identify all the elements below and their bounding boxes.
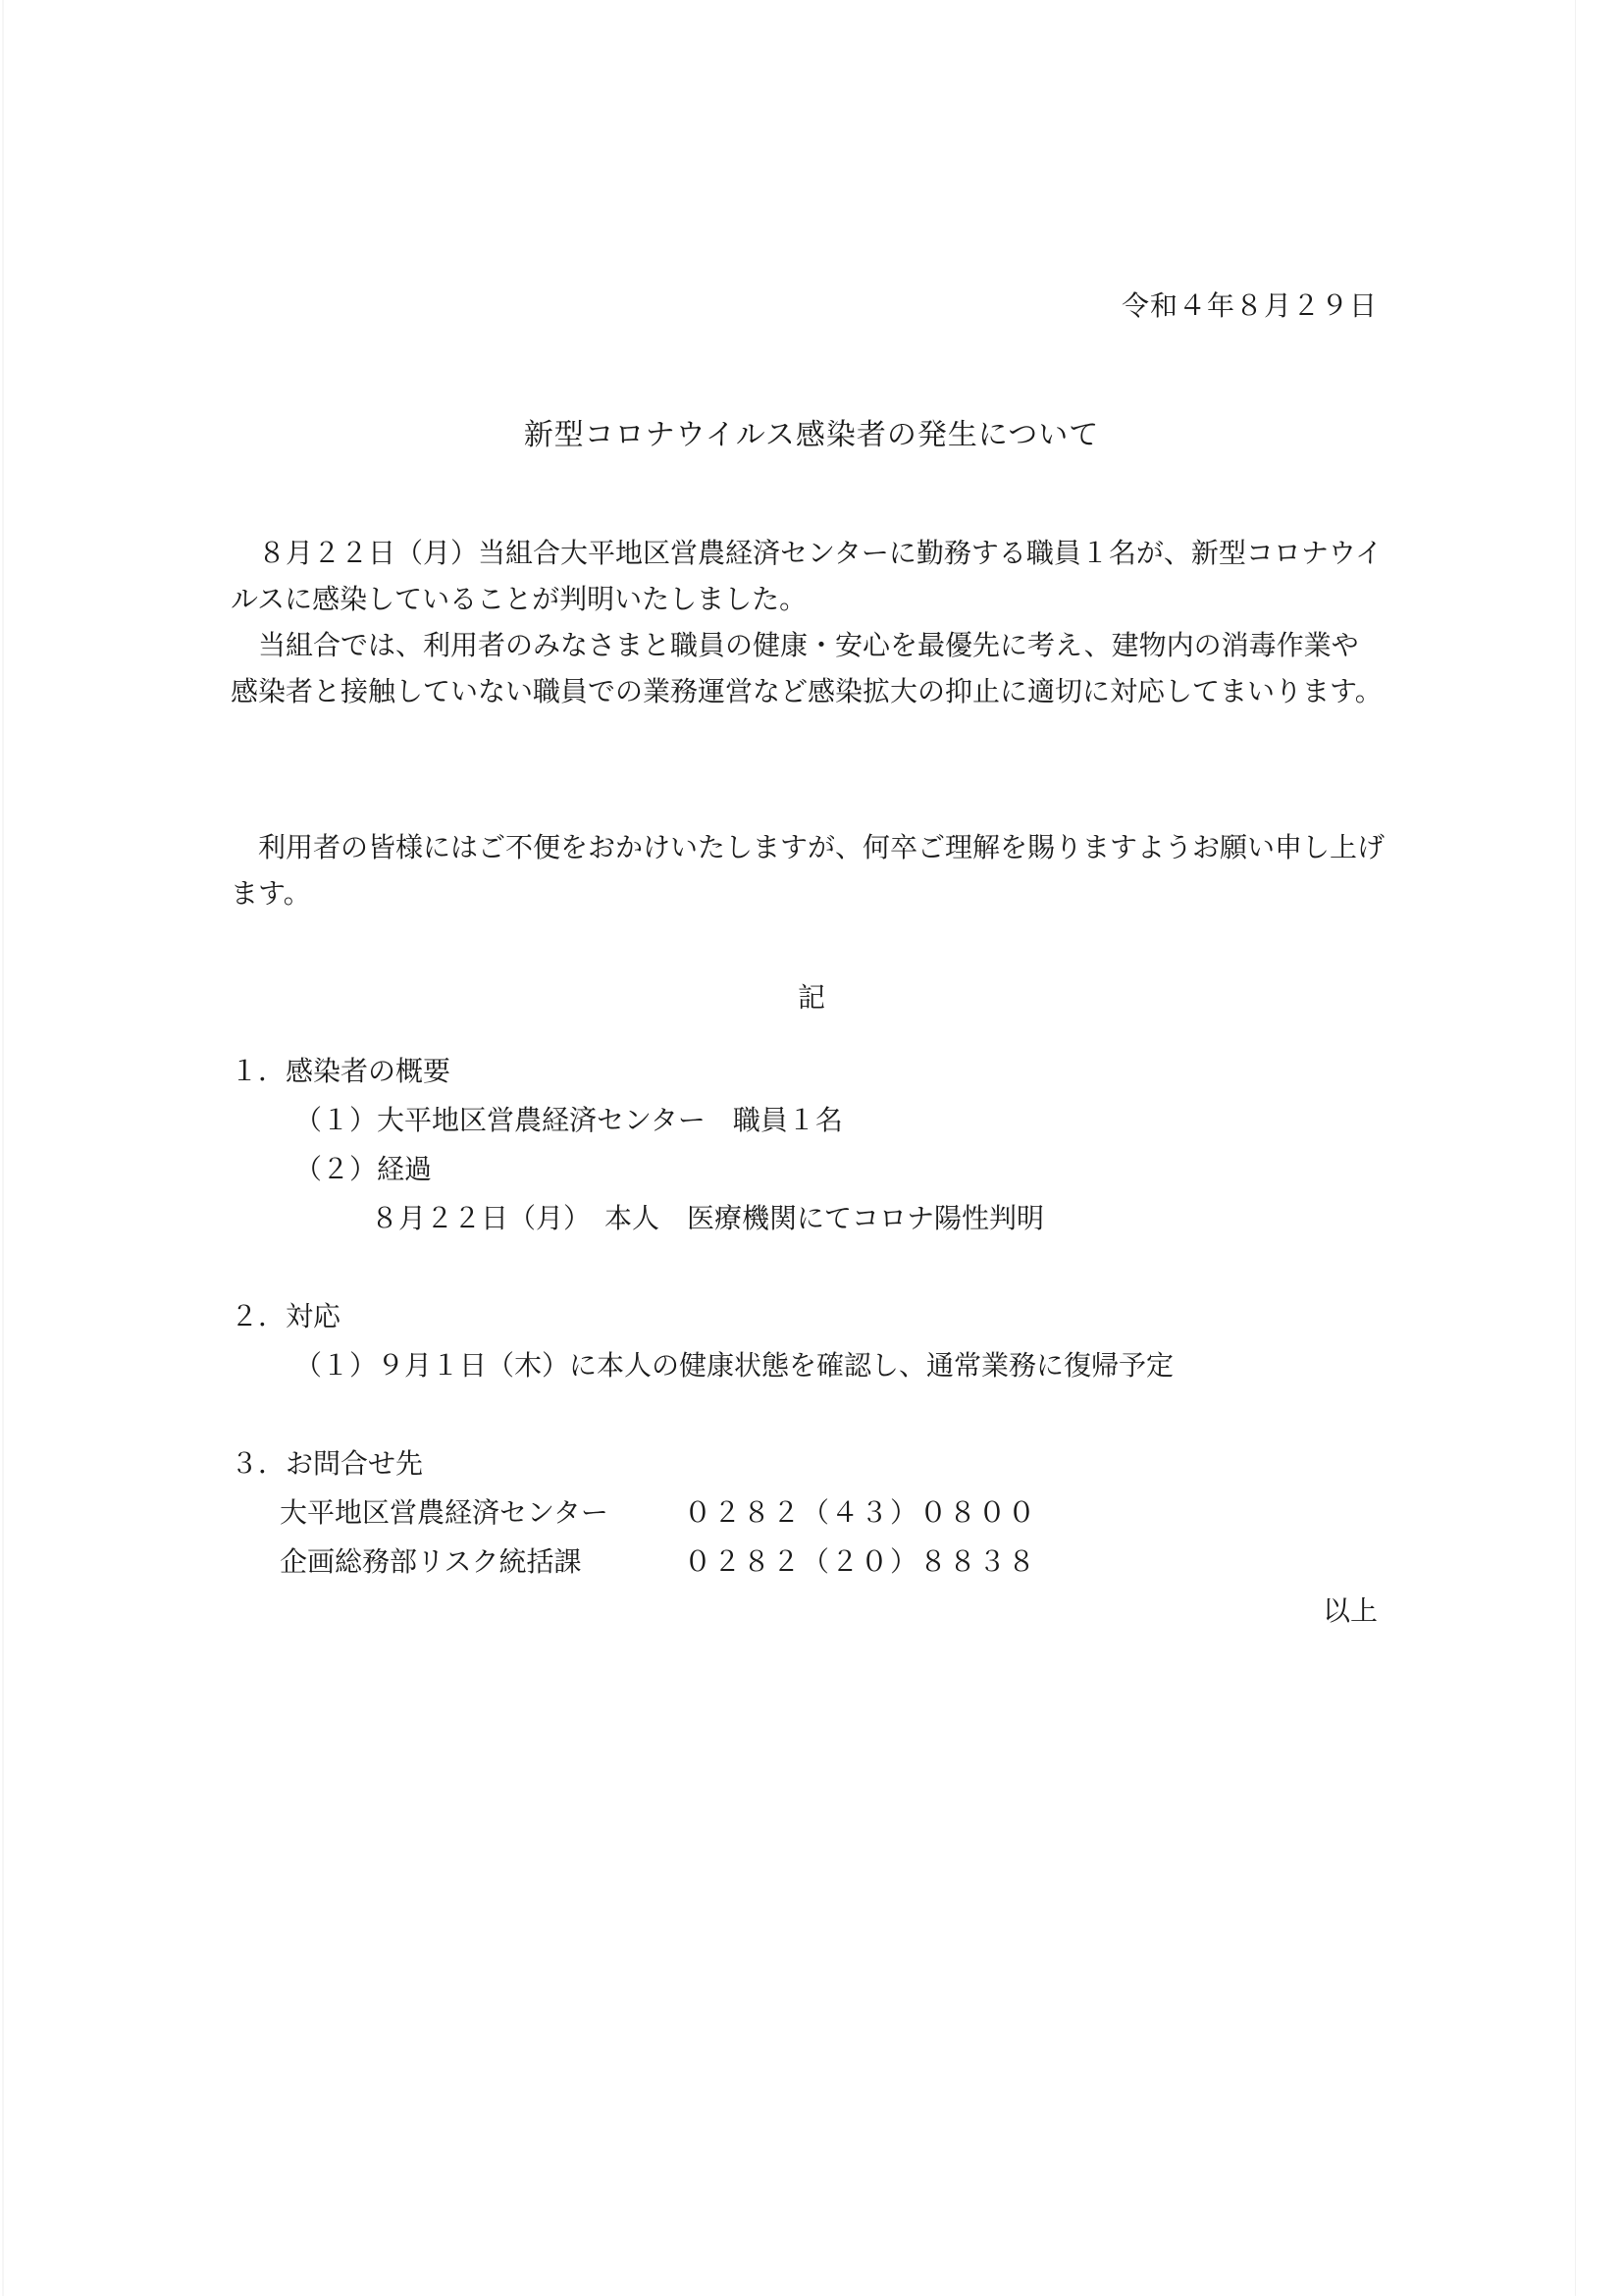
- section-1-detail: ８月２２日（月） 本人 医療機関にてコロナ陽性判明: [371, 1202, 1045, 1234]
- section-2-heading: ２．対応: [231, 1300, 341, 1332]
- section-2-item-1: （１）９月１日（木）に本人の健康状態を確認し、通常業務に復帰予定: [294, 1349, 1175, 1382]
- paragraph-3: 利用者の皆様にはご不便をおかけいたしますが、何卒ご理解を賜りますようお願い申し上げます。: [231, 831, 1386, 910]
- paragraph-1: ８月２２日（月）当組合大平地区営農経済センターに勤務する職員１名が、新型コロナウイルスに感染していることが判明いたしました。: [231, 537, 1384, 615]
- contact-tel-2: ０２８２（２０）８８３８: [684, 1545, 1038, 1578]
- contact-tel-1: ０２８２（４３）０８００: [684, 1496, 1038, 1529]
- paragraph-2: 当組合では、利用者のみなさまと職員の健康・安心を最優先に考え、建物内の消毒作業や感染者と接触していない職員での業務運営など感染拡大の抑止に適切に対応してまいります。: [231, 629, 1383, 707]
- document-title: 新型コロナウイルス感染者の発生について: [523, 418, 1100, 452]
- ki-heading: 記: [797, 981, 825, 1014]
- section-1-heading: １．感染者の概要: [231, 1055, 451, 1087]
- section-3-heading: ３．お問合せ先: [231, 1447, 424, 1480]
- section-1-item-2: （２）経過: [294, 1153, 433, 1185]
- scan-edge-right: [1575, 0, 1576, 2296]
- section-1-item-1: （１）大平地区営農経済センター 職員１名: [294, 1104, 843, 1136]
- closing-mark: 以上: [1322, 1594, 1378, 1627]
- document-date: 令和４年８月２９日: [1121, 289, 1378, 322]
- contact-name-1: 大平地区営農経済センター: [280, 1496, 608, 1529]
- body-paragraphs-group-a: [231, 530, 1385, 714]
- body-paragraphs-group-b: [231, 824, 1385, 916]
- contact-name-2: 企画総務部リスク統括課: [280, 1545, 582, 1578]
- scan-edge-left: [2, 0, 4, 2296]
